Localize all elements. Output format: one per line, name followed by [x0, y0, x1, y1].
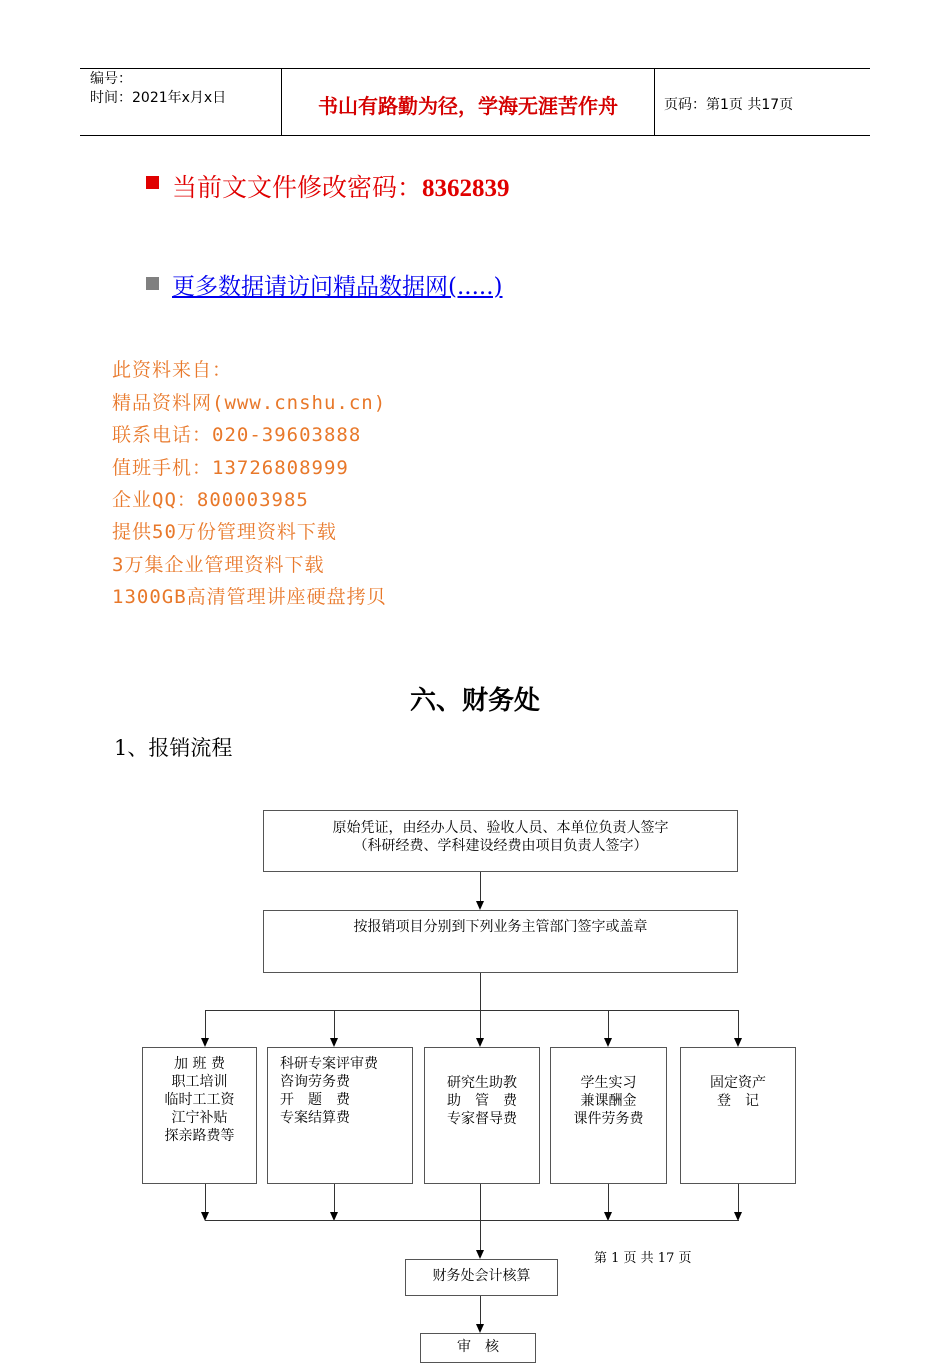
branch-item: 专家督导费 [447, 1111, 517, 1127]
branch-item: 咨询劳务费 [280, 1074, 350, 1090]
flow-connector [608, 1010, 609, 1038]
branch-item: 科研专案评审费 [280, 1056, 378, 1072]
source-line: 3万集企业管理资料下载 [112, 554, 325, 576]
branch-item: 研究生助教 [447, 1075, 517, 1091]
branch-item: 临时工工资 [164, 1092, 235, 1108]
branch-item: 登 记 [717, 1093, 759, 1109]
red-square-bullet-icon [146, 176, 159, 189]
source-line: 企业QQ：800003985 [112, 489, 309, 511]
flow-branch-overtime [142, 1047, 257, 1184]
flow-connector [480, 1184, 481, 1250]
gray-square-bullet-icon [146, 277, 159, 290]
flow-step-text: 按报销项目分别到下列业务主管部门签字或盖章 [353, 919, 648, 935]
flow-connector [738, 1010, 739, 1038]
source-line: 值班手机：13726808999 [112, 457, 349, 479]
flow-branch-assets [680, 1047, 796, 1184]
flow-step-dept-sign [263, 910, 738, 973]
flow-step-text: （科研经费、学科建设经费由项目负责人签字） [353, 838, 648, 854]
source-line: 提供50万份管理资料下载 [112, 521, 337, 543]
flow-connector [608, 1184, 609, 1212]
branch-item: 职工培训 [171, 1074, 228, 1090]
flow-branch-graduate [424, 1047, 540, 1184]
branch-item: 专案结算费 [280, 1110, 350, 1126]
branch-item: 兼课酬金 [580, 1093, 637, 1109]
flow-connector [480, 1296, 481, 1324]
flow-step-text: 审 核 [457, 1339, 499, 1355]
arrow-down-icon [330, 1038, 338, 1047]
flow-connector [334, 1184, 335, 1212]
header-meta [90, 70, 226, 108]
arrow-down-icon [476, 1038, 484, 1047]
arrow-down-icon [201, 1038, 209, 1047]
source-line: 联系电话：020-39603888 [112, 424, 362, 446]
arrow-down-icon [476, 1250, 484, 1259]
flow-connector [480, 973, 481, 1010]
header-number: 编号： [90, 71, 132, 87]
flow-connector [205, 1010, 206, 1038]
header-bottom-rule [80, 135, 870, 136]
branch-item: 固定资产 [710, 1075, 766, 1091]
data-site-link[interactable]: 更多数据请访问精品数据网(.....) [172, 274, 503, 300]
branch-item: 探亲路费等 [164, 1128, 235, 1144]
arrow-down-icon [476, 901, 484, 910]
flow-step-accounting [405, 1259, 558, 1296]
branch-item: 加 班 费 [174, 1056, 225, 1072]
flow-collect-bar [205, 1220, 739, 1221]
branch-item: 助 管 费 [447, 1093, 517, 1109]
flow-connector [480, 1010, 481, 1038]
flow-branch-bar [205, 1010, 739, 1011]
password-value: 8362839 [422, 175, 510, 202]
flow-branch-student [550, 1047, 667, 1184]
header-top-rule [80, 68, 870, 69]
section-title: 六、财务处 [409, 686, 540, 716]
branch-item: 课件劳务费 [573, 1111, 644, 1127]
flow-connector [480, 872, 481, 902]
branch-item: 江宁补贴 [171, 1110, 228, 1126]
branch-item: 开 题 费 [280, 1092, 350, 1108]
section-subtitle: 1、报销流程 [114, 736, 233, 760]
source-line: 此资料来自： [112, 359, 233, 381]
flow-connector [205, 1184, 206, 1212]
flow-step-review [420, 1333, 536, 1363]
flow-connector [334, 1010, 335, 1038]
arrow-down-icon [476, 1324, 484, 1333]
flow-connector [738, 1184, 739, 1212]
arrow-down-icon [734, 1038, 742, 1047]
header-time: 时间：2021年x月x日 [90, 90, 227, 106]
source-line: 精品资料网(www.cnshu.cn) [112, 392, 387, 414]
arrow-down-icon [604, 1038, 612, 1047]
flow-branch-research [267, 1047, 413, 1184]
flow-step-text: 财务处会计核算 [432, 1268, 531, 1284]
page-footer: 第 1 页 共 17 页 [594, 1251, 692, 1266]
header-motto: 书山有路勤为径，学海无涯苦作舟 [318, 94, 618, 118]
branch-item: 学生实习 [580, 1075, 637, 1091]
header-divider [654, 69, 655, 136]
header-page-info: 页码：第1页 共17页 [664, 97, 794, 113]
source-line: 1300GB高清管理讲座硬盘拷贝 [112, 586, 387, 608]
password-label: 当前文文件修改密码： [172, 173, 423, 202]
flow-step-text: 原始凭证，由经办人员、验收人员、本单位负责人签字 [332, 820, 669, 836]
flow-step-original-voucher [263, 810, 738, 872]
password-notice [172, 168, 510, 204]
